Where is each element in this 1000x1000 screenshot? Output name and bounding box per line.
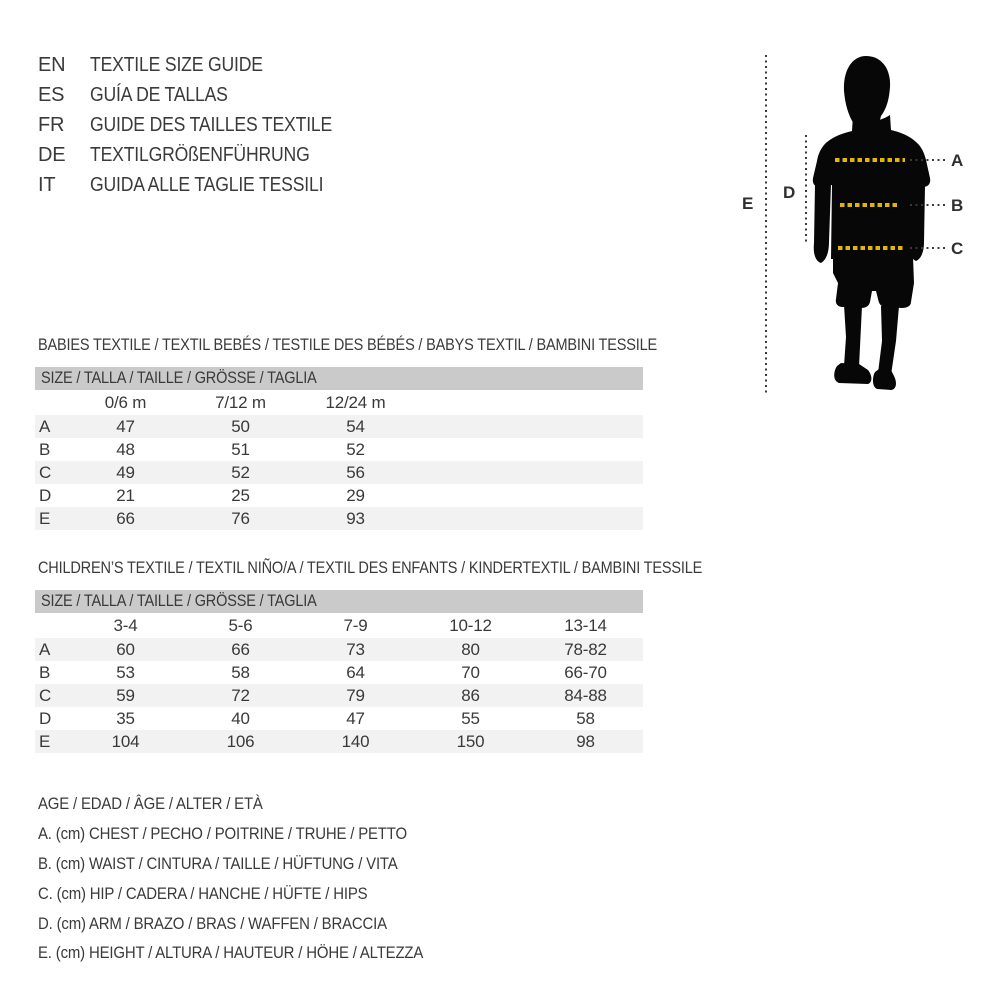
table-cell: 86	[461, 685, 480, 705]
legend-line-hip: C. (cm) HIP / CADERA / HANCHE / HÜFTE / HIPS	[38, 883, 368, 903]
language-row-it	[38, 170, 365, 200]
table-cell: 49	[116, 462, 135, 482]
table-cell: 66	[231, 639, 250, 659]
table-cell: 48	[116, 439, 135, 459]
table-cell: 72	[231, 685, 250, 705]
language-list	[38, 50, 365, 200]
legend-line-age: AGE / EDAD / ÂGE / ALTER / ETÀ	[38, 794, 263, 813]
language-row-en	[38, 50, 365, 80]
table-cell: 55	[461, 708, 480, 728]
language-title: TEXTILE SIZE GUIDE	[90, 54, 263, 76]
table-row	[35, 684, 643, 707]
table-cell: 60	[116, 639, 135, 659]
table-cell: 76	[231, 508, 250, 528]
language-code: DE	[38, 144, 66, 166]
legend-line-arm: D. (cm) ARM / BRAZO / BRAS / WAFFEN / BRACCIA	[38, 913, 387, 933]
hip-measure-label: C	[951, 239, 964, 258]
legend-line-waist: B. (cm) WAIST / CINTURA / TAILLE / HÜFTUNG / VITA	[38, 853, 398, 873]
column-header: 3-4	[113, 615, 138, 635]
table-cell: 58	[231, 662, 250, 682]
table-cell: 64	[346, 662, 365, 682]
language-title: GUIDA ALLE TAGLIE TESSILI	[90, 174, 324, 196]
table-cell: 52	[346, 439, 365, 459]
language-code: EN	[38, 54, 66, 76]
table-cell: 47	[116, 416, 135, 436]
row-label: E	[39, 731, 51, 751]
table-cell: 79	[346, 685, 365, 705]
table-row	[35, 707, 643, 730]
language-code: FR	[38, 114, 65, 136]
arm-measure-label: D	[783, 183, 796, 202]
table-cell: 70	[461, 662, 480, 682]
table-cell: 53	[116, 662, 135, 682]
table-cell: 35	[116, 708, 135, 728]
chest-measure-label: A	[951, 151, 964, 170]
column-header: 7/12 m	[215, 392, 266, 412]
row-label: C	[39, 462, 52, 482]
child-silhouette	[813, 56, 930, 390]
waist-measure-label: B	[951, 196, 964, 215]
table-cell: 51	[231, 439, 250, 459]
babies-size-table	[35, 367, 643, 530]
column-header: 5-6	[228, 615, 253, 635]
row-label: C	[39, 685, 52, 705]
row-label: E	[39, 508, 51, 528]
table-cell: 47	[346, 708, 365, 728]
legend-line-height: E. (cm) HEIGHT / ALTURA / HAUTEUR / HÖHE / ALTEZZA	[38, 943, 424, 963]
legend-line-chest: A. (cm) CHEST / PECHO / POITRINE / TRUHE / PETTO	[38, 823, 407, 843]
language-title: GUIDE DES TAILLES TEXTILE	[90, 114, 333, 136]
table-row	[35, 461, 643, 484]
table-row	[35, 484, 643, 507]
language-row-fr	[38, 110, 365, 140]
table-cell: 73	[346, 639, 365, 659]
row-label: A	[39, 416, 51, 436]
table-cell: 98	[576, 731, 595, 751]
table-cell: 84-88	[564, 685, 607, 705]
measurement-legend	[38, 789, 476, 968]
row-label: A	[39, 639, 51, 659]
table-row	[35, 438, 643, 461]
children-table-header-band: SIZE / TALLA / TAILLE / GRÖSSE / TAGLIA	[35, 590, 643, 613]
table-row	[35, 638, 643, 661]
row-label: D	[39, 708, 52, 728]
language-code: IT	[38, 174, 56, 196]
row-label: B	[39, 662, 51, 682]
column-header: 7-9	[343, 615, 368, 635]
babies-section-title: BABIES TEXTILE / TEXTIL BEBÉS / TESTILE DES BÉBÉS / BABYS TEXTIL / BAMBINI TESSILE	[38, 336, 658, 354]
babies-table-header-band: SIZE / TALLA / TAILLE / GRÖSSE / TAGLIA	[35, 367, 643, 390]
table-cell: 54	[346, 416, 365, 436]
children-size-table	[35, 590, 643, 753]
language-row-de	[38, 140, 365, 170]
table-cell: 106	[226, 731, 255, 751]
column-header: 12/24 m	[325, 392, 386, 412]
table-row	[35, 730, 643, 753]
table-cell: 93	[346, 508, 365, 528]
table-cell: 21	[116, 485, 135, 505]
table-cell: 56	[346, 462, 365, 482]
babies-column-header-row	[35, 390, 643, 415]
table-row	[35, 507, 643, 530]
table-cell: 40	[231, 708, 250, 728]
table-row	[35, 661, 643, 684]
table-cell: 150	[456, 731, 485, 751]
column-header: 0/6 m	[104, 392, 147, 412]
children-section-title: CHILDREN’S TEXTILE / TEXTIL NIÑO/A / TEXTIL DES ENFANTS / KINDERTEXTIL / BAMBINI TESSILE	[38, 559, 703, 577]
language-code: ES	[38, 84, 65, 106]
table-cell: 29	[346, 485, 365, 505]
table-cell: 25	[231, 485, 250, 505]
table-cell: 58	[576, 708, 595, 728]
measurement-diagram	[740, 45, 1000, 395]
child-silhouette-figure	[740, 45, 1000, 395]
table-cell: 50	[231, 416, 250, 436]
table-row	[35, 415, 643, 438]
column-header: 10-12	[449, 615, 492, 635]
row-label: D	[39, 485, 52, 505]
table-cell: 140	[341, 731, 370, 751]
table-cell: 66	[116, 508, 135, 528]
children-column-header-row	[35, 613, 643, 638]
table-cell: 66-70	[564, 662, 607, 682]
column-header: 13-14	[564, 615, 607, 635]
table-cell: 78-82	[564, 639, 607, 659]
row-label: B	[39, 439, 51, 459]
table-cell: 104	[111, 731, 140, 751]
language-title: GUÍA DE TALLAS	[90, 84, 228, 106]
table-cell: 52	[231, 462, 250, 482]
height-measure-label: E	[742, 194, 754, 213]
table-cell: 80	[461, 639, 480, 659]
table-cell: 59	[116, 685, 135, 705]
language-row-es	[38, 80, 365, 110]
language-title: TEXTILGRÖßENFÜHRUNG	[90, 144, 310, 166]
